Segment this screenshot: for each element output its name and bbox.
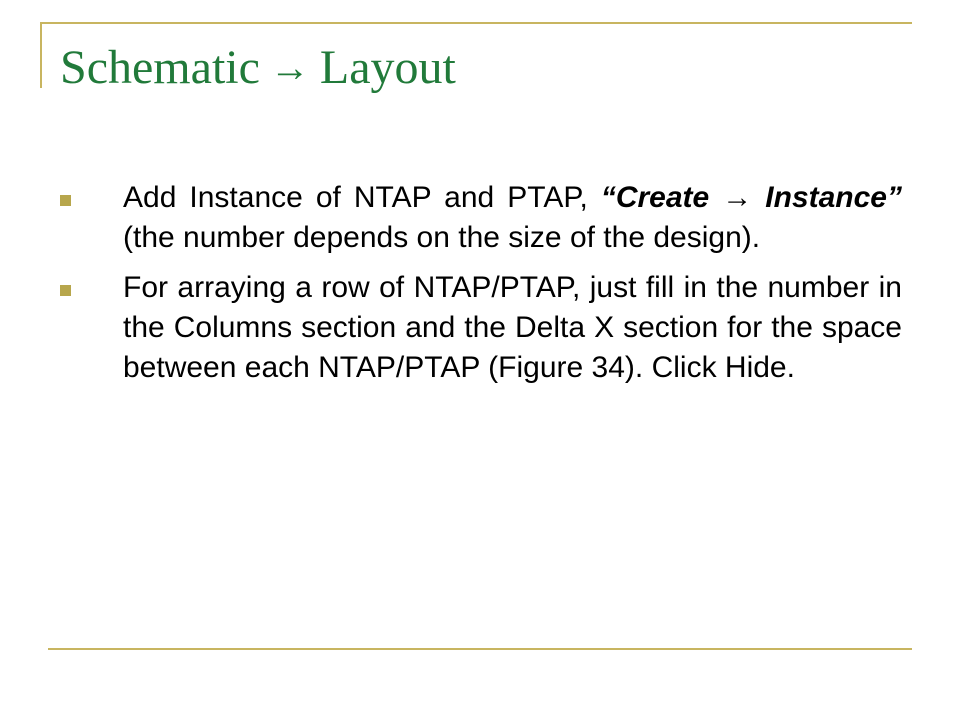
slide-title [60, 38, 456, 98]
bullet-text-1 [123, 181, 902, 254]
open-quote: “ [600, 181, 616, 214]
close-quote: ” [887, 181, 902, 214]
emphasis-create: Create [615, 181, 710, 214]
square-bullet-icon [60, 195, 71, 206]
title-right: Layout [319, 41, 456, 94]
right-arrow-icon: → [269, 45, 310, 90]
bullet-1-emphasis [601, 181, 902, 214]
bullet-text-2: For arraying a row of NTAP/PTAP, just fill in the number in the Columns section and the Delta X section for the space between each NTAP/PTAP (Figure 34). Click Hide. [123, 271, 902, 384]
bullet-1-text-after: (the number depends on the size of the design). [123, 221, 761, 254]
bullet-1-text-before: Add Instance of NTAP and PTAP, [123, 181, 601, 214]
title-left: Schematic [60, 41, 260, 94]
bullet-item-1 [60, 178, 902, 258]
right-arrow-icon: → [709, 181, 766, 214]
emphasis-instance: Instance [765, 181, 887, 214]
bullet-list [60, 178, 902, 398]
frame-top-line [40, 22, 912, 24]
frame-bottom-line [48, 648, 912, 650]
bullet-item-2 [60, 268, 902, 388]
square-bullet-icon [60, 285, 71, 296]
frame-left-line [40, 22, 42, 88]
